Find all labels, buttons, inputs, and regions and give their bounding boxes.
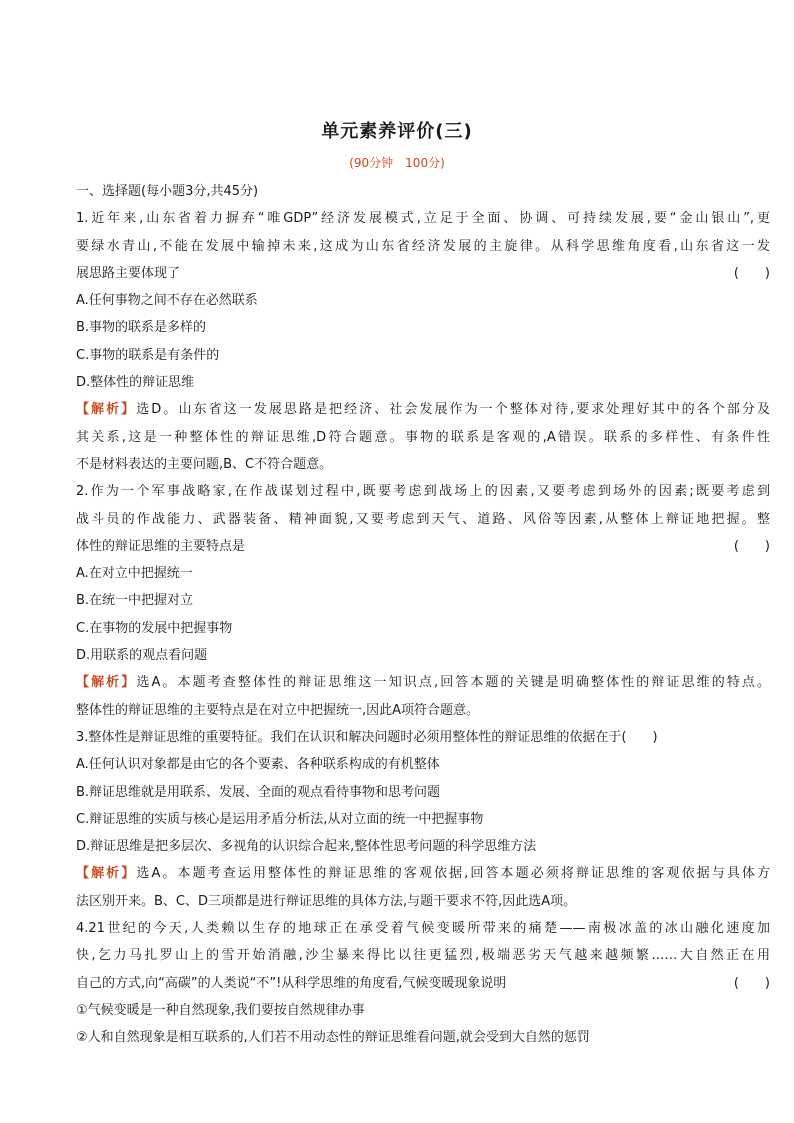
analysis-tag: 【解析】: [76, 402, 137, 418]
question-stem-text: 自己的方式,向“高碳”的人类说“不”!从科学思维的角度看,气候变暖现象说明: [76, 975, 507, 991]
option-c: C.在事物的发展中把握事物: [76, 620, 233, 636]
question-stem-line: 2.作为一个军事战略家,在作战谋划过程中,既要考虑到战场上的因素,又要考虑到场外的因素;既要考虑到: [76, 484, 770, 500]
question-4: [76, 915, 770, 1051]
question-stem-line: 快,乞力马扎罗山上的雪开始消融,沙尘暴来得比以往更猛烈,极端恶劣天气越来越频繁……大自然正在用: [76, 948, 770, 964]
section-heading: 一、选择题(每小题3分,共45分): [76, 184, 259, 199]
analysis-line: 整体性的辩证思维的主要特点是在对立中把握统一,因此A项符合题意。: [76, 702, 480, 718]
question-stem-line: 战斗员的作战能力、武器装备、精神面貌,又要考虑到天气、道路、风俗等因素,从整体上辩证地把握。整: [76, 511, 770, 527]
option-b: B.事物的联系是多样的: [76, 320, 207, 336]
analysis-line: 不是材料表达的主要问题,B、C不符合题意。: [76, 456, 333, 472]
answer-blank: ( ): [733, 265, 770, 281]
analysis-line: 其关系,这是一种整体性的辩证思维,D符合题意。事物的联系是客观的,A错误。联系的多样性、有条件性: [76, 429, 770, 445]
analysis-tag: 【解析】: [76, 866, 137, 882]
question-1: [76, 205, 770, 478]
option-b: B.辩证思维就是用联系、发展、全面的观点看待事物和思考问题: [76, 784, 441, 800]
analysis-line: [76, 669, 770, 696]
option-c: C.辩证思维的实质与核心是运用矛盾分析法,从对立面的统一中把握事物: [76, 811, 484, 827]
answer-blank: ( ): [733, 538, 770, 554]
option-a: A.在对立中把握统一: [76, 566, 193, 582]
question-3: [76, 724, 770, 915]
analysis-tag: 【解析】: [76, 675, 137, 691]
question-stem-text: 展思路主要体现了: [76, 265, 181, 281]
question-stem-line: [76, 533, 770, 560]
analysis-line: [76, 396, 770, 423]
question-stem-line: [76, 260, 770, 287]
question-stem-line: 4.21世纪的今天,人类赖以生存的地球正在承受着气候变暖所带来的痛楚——南极冰盖的冰山融化速度加: [76, 921, 770, 937]
question-stem-line: 1.近年来,山东省着力摒弃“唯GDP”经济发展模式,立足于全面、协调、可持续发展,要“金山银山”,更: [76, 211, 770, 227]
question-stem-line: 要绿水青山,不能在发展中输掉未来,这成为山东省经济发展的主旋律。从科学思维角度看,山东省这一发: [76, 238, 770, 254]
statement-2: ②人和自然现象是相互联系的,人们若不用动态性的辩证思维看问题,就会受到大自然的惩罚: [76, 1030, 590, 1046]
option-d: D.整体性的辩证思维: [76, 375, 195, 391]
page-title: 单元素养评价(三): [321, 121, 473, 142]
analysis-line: 法区别开来。B、C、D三项都是进行辩证思维的具体方法,与题干要求不符,因此选A项。: [76, 893, 577, 909]
analysis-line: [76, 860, 770, 887]
question-2: [76, 478, 770, 724]
question-stem-text: 体性的辩证思维的主要特点是: [76, 538, 246, 554]
option-d: D.辩证思维是把多层次、多视角的认识综合起来,整体性思考问题的科学思维方法: [76, 839, 537, 855]
option-b: B.在统一中把握对立: [76, 593, 194, 609]
analysis-text: 选A。本题考查运用整体性的辩证思维的客观依据,回答本题必须将辩证思维的客观依据与具体方: [136, 866, 770, 882]
analysis-text: 选A。本题考查整体性的辩证思维这一知识点,回答本题的关键是明确整体性的辩证思维的特点。: [136, 675, 770, 691]
time-score-info: (90分钟 100分): [349, 156, 445, 170]
analysis-text: 选D。山东省这一发展思路是把经济、社会发展作为一个整体对待,要求处理好其中的各个部分及: [136, 402, 770, 418]
option-a: A.任何事物之间不存在必然联系: [76, 293, 258, 309]
question-stem-line: 3.整体性是辩证思维的重要特征。我们在认识和解决问题时必须用整体性的辩证思维的依据在于( ): [76, 729, 658, 745]
answer-blank: ( ): [733, 975, 770, 991]
option-d: D.用联系的观点看问题: [76, 648, 208, 664]
statement-1: ①气候变暖是一种自然现象,我们要按自然规律办事: [76, 1002, 365, 1018]
question-stem-line: [76, 970, 770, 997]
question-content: [76, 178, 770, 1052]
option-a: A.任何认识对象都是由它的各个要素、各种联系构成的有机整体: [76, 757, 440, 773]
option-c: C.事物的联系是有条件的: [76, 347, 220, 363]
